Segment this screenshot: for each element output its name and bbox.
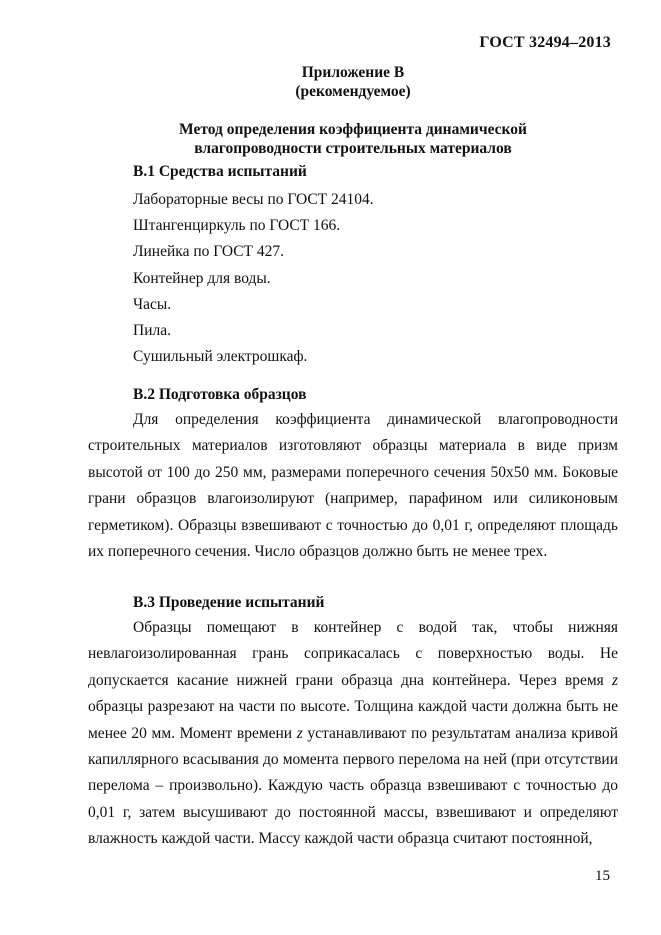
list-item: Линейка по ГОСТ 427. xyxy=(133,243,285,260)
list-item: Штангенциркуль по ГОСТ 166. xyxy=(133,217,341,234)
method-title-line-2: влагопроводности строительных материалов xyxy=(194,140,512,157)
variable-z: z xyxy=(611,671,618,689)
paragraph-test-procedure xyxy=(88,615,618,853)
text-run: устанавливают по результатам анализа кривой капиллярного всасывания до момента первого перелома на ней (при отсутствии перелома – произвольно). Каждую часть образца взвешивают с точностью до 0,01 г, затем высушивают до постоянной массы, взвешивают и определяют влажность каждой части. Массу каждой части образца считают постоянной, xyxy=(88,724,618,848)
section-heading-b2: В.2 Подготовка образцов xyxy=(133,386,307,403)
paragraph-sample-preparation: Для определения коэффициента динамической влагопроводности строительных материалов изготовляют образцы материала в виде призм высотой от 100 до 250 мм, размерами поперечного сечения 50х50 мм. Боковые грани образцов влагоизолируют (например, парафином или силиконовым герметиком). Образцы взвешивают с точностью до 0,01 г, определяют площадь их поперечного сечения. Число образцов должно быть не менее трех. xyxy=(88,411,618,561)
method-title-line-1: Метод определения коэффициента динамической xyxy=(179,121,527,138)
text-run: Образцы помещают в контейнер с водой так, чтобы нижняя невлагоизолированная грань соприкасалась с поверхностью воды. Не допускается касание нижней грани образца дна контейнера. Через время xyxy=(88,619,618,689)
text-run: образцы разрезают на части по высоте. Толщина каждой части должна быть не менее 20 мм. Момент времени xyxy=(88,698,618,742)
list-item: Часы. xyxy=(133,296,172,313)
list-item: Пила. xyxy=(133,322,171,339)
appendix-subtitle: (рекомендуемое) xyxy=(295,83,411,100)
list-item: Лабораторные весы по ГОСТ 24104. xyxy=(133,191,374,208)
appendix-title: Приложение В xyxy=(301,64,405,81)
variable-z: z xyxy=(296,724,303,742)
list-item: Сушильный электрошкаф. xyxy=(133,348,308,365)
page-number: 15 xyxy=(595,868,610,884)
section-heading-b1: В.1 Средства испытаний xyxy=(133,163,307,180)
document-header: ГОСТ 32494–2013 xyxy=(479,34,611,51)
section-heading-b3: В.3 Проведение испытаний xyxy=(133,594,325,611)
list-item: Контейнер для воды. xyxy=(133,270,271,287)
